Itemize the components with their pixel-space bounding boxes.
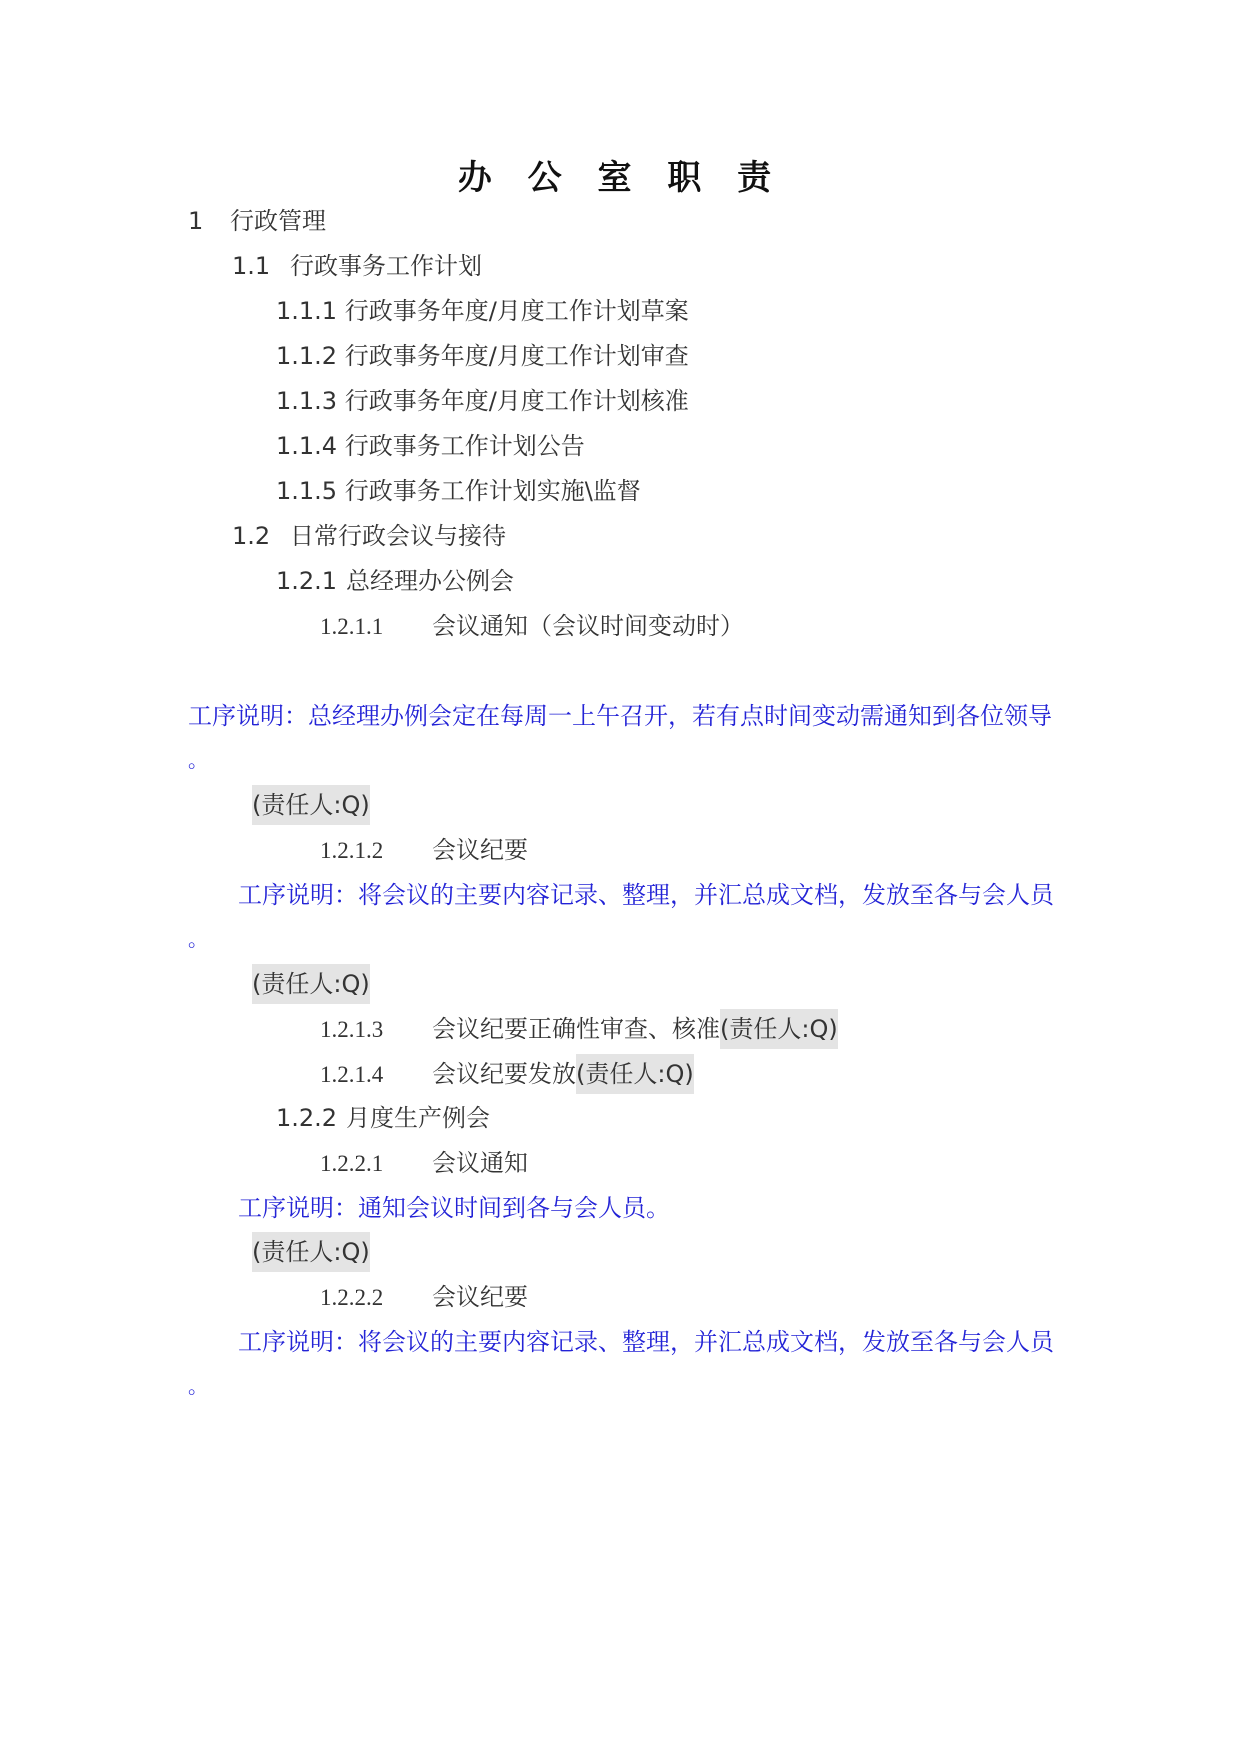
heading-number: 1.2	[232, 522, 271, 550]
heading-text: 行政管理	[230, 207, 326, 235]
heading-1-1	[232, 249, 482, 283]
heading-1-2	[232, 519, 506, 553]
heading-text: 总经理办公例会	[346, 567, 514, 595]
heading-number: 1	[188, 207, 204, 235]
item-1-2-1-4	[320, 1057, 694, 1092]
item-text: 会议纪要	[432, 836, 528, 864]
heading-number: 1.1	[232, 252, 271, 280]
item-number: 1.2.2.2	[320, 1285, 384, 1310]
item-1-2-1-3	[320, 1012, 838, 1047]
wrapped-period: 。	[188, 1374, 208, 1398]
heading-number: 1.2.1	[276, 567, 338, 595]
heading-1	[188, 204, 326, 238]
item-1-1-5: 1.1.5 行政事务工作计划实施\监督	[276, 477, 641, 505]
item-1-2-1-2	[320, 833, 528, 868]
item-1-1-2: 1.1.2 行政事务年度/月度工作计划审查	[276, 342, 689, 370]
heading-1-2-2	[276, 1101, 490, 1135]
item-text: 会议通知（会议时间变动时）	[432, 612, 744, 640]
item-1-1-4: 1.1.4 行政事务工作计划公告	[276, 432, 585, 460]
item-1-1-1: 1.1.1 行政事务年度/月度工作计划草案	[276, 297, 689, 325]
item-number: 1.2.2.1	[320, 1151, 384, 1176]
item-number: 1.2.1.3	[320, 1017, 384, 1042]
item-text: 会议纪要	[432, 1283, 528, 1311]
item-1-1-3: 1.1.3 行政事务年度/月度工作计划核准	[276, 387, 689, 415]
process-description: 工序说明：将会议的主要内容记录、整理，并汇总成文档，发放至各与会人员	[238, 881, 1054, 909]
item-number: 1.2.1.2	[320, 838, 384, 863]
responsible-line	[252, 967, 370, 1001]
item-number: 1.2.1.4	[320, 1062, 384, 1087]
responsible-badge: (责任人:Q)	[252, 964, 370, 1004]
process-description: 工序说明：通知会议时间到各与会人员。	[238, 1194, 670, 1222]
responsible-line	[252, 788, 370, 822]
responsible-badge: (责任人:Q)	[252, 1232, 370, 1272]
heading-1-2-1	[276, 564, 514, 598]
page-title: 办 公 室 职 责	[457, 158, 784, 198]
item-1-2-2-1	[320, 1146, 528, 1181]
heading-number: 1.2.2	[276, 1104, 338, 1132]
heading-text: 行政事务工作计划	[290, 252, 482, 280]
item-1-2-1-1	[320, 609, 744, 644]
responsible-badge: (责任人:Q)	[252, 785, 370, 825]
item-text: 会议纪要正确性审查、核准	[432, 1015, 720, 1043]
responsible-badge: (责任人:Q)	[720, 1009, 838, 1049]
item-number: 1.2.1.1	[320, 614, 384, 639]
heading-text: 日常行政会议与接待	[290, 522, 506, 550]
responsible-badge: (责任人:Q)	[576, 1054, 694, 1094]
process-description: 工序说明：总经理办例会定在每周一上午召开，若有点时间变动需通知到各位领导	[188, 702, 1052, 730]
process-description: 工序说明：将会议的主要内容记录、整理，并汇总成文档，发放至各与会人员	[238, 1328, 1054, 1356]
responsible-line	[252, 1235, 370, 1269]
heading-text: 月度生产例会	[346, 1104, 490, 1132]
wrapped-period: 。	[188, 748, 208, 772]
item-1-2-2-2	[320, 1280, 528, 1315]
item-text: 会议纪要发放	[432, 1060, 576, 1088]
item-text: 会议通知	[432, 1149, 528, 1177]
wrapped-period: 。	[188, 927, 208, 951]
